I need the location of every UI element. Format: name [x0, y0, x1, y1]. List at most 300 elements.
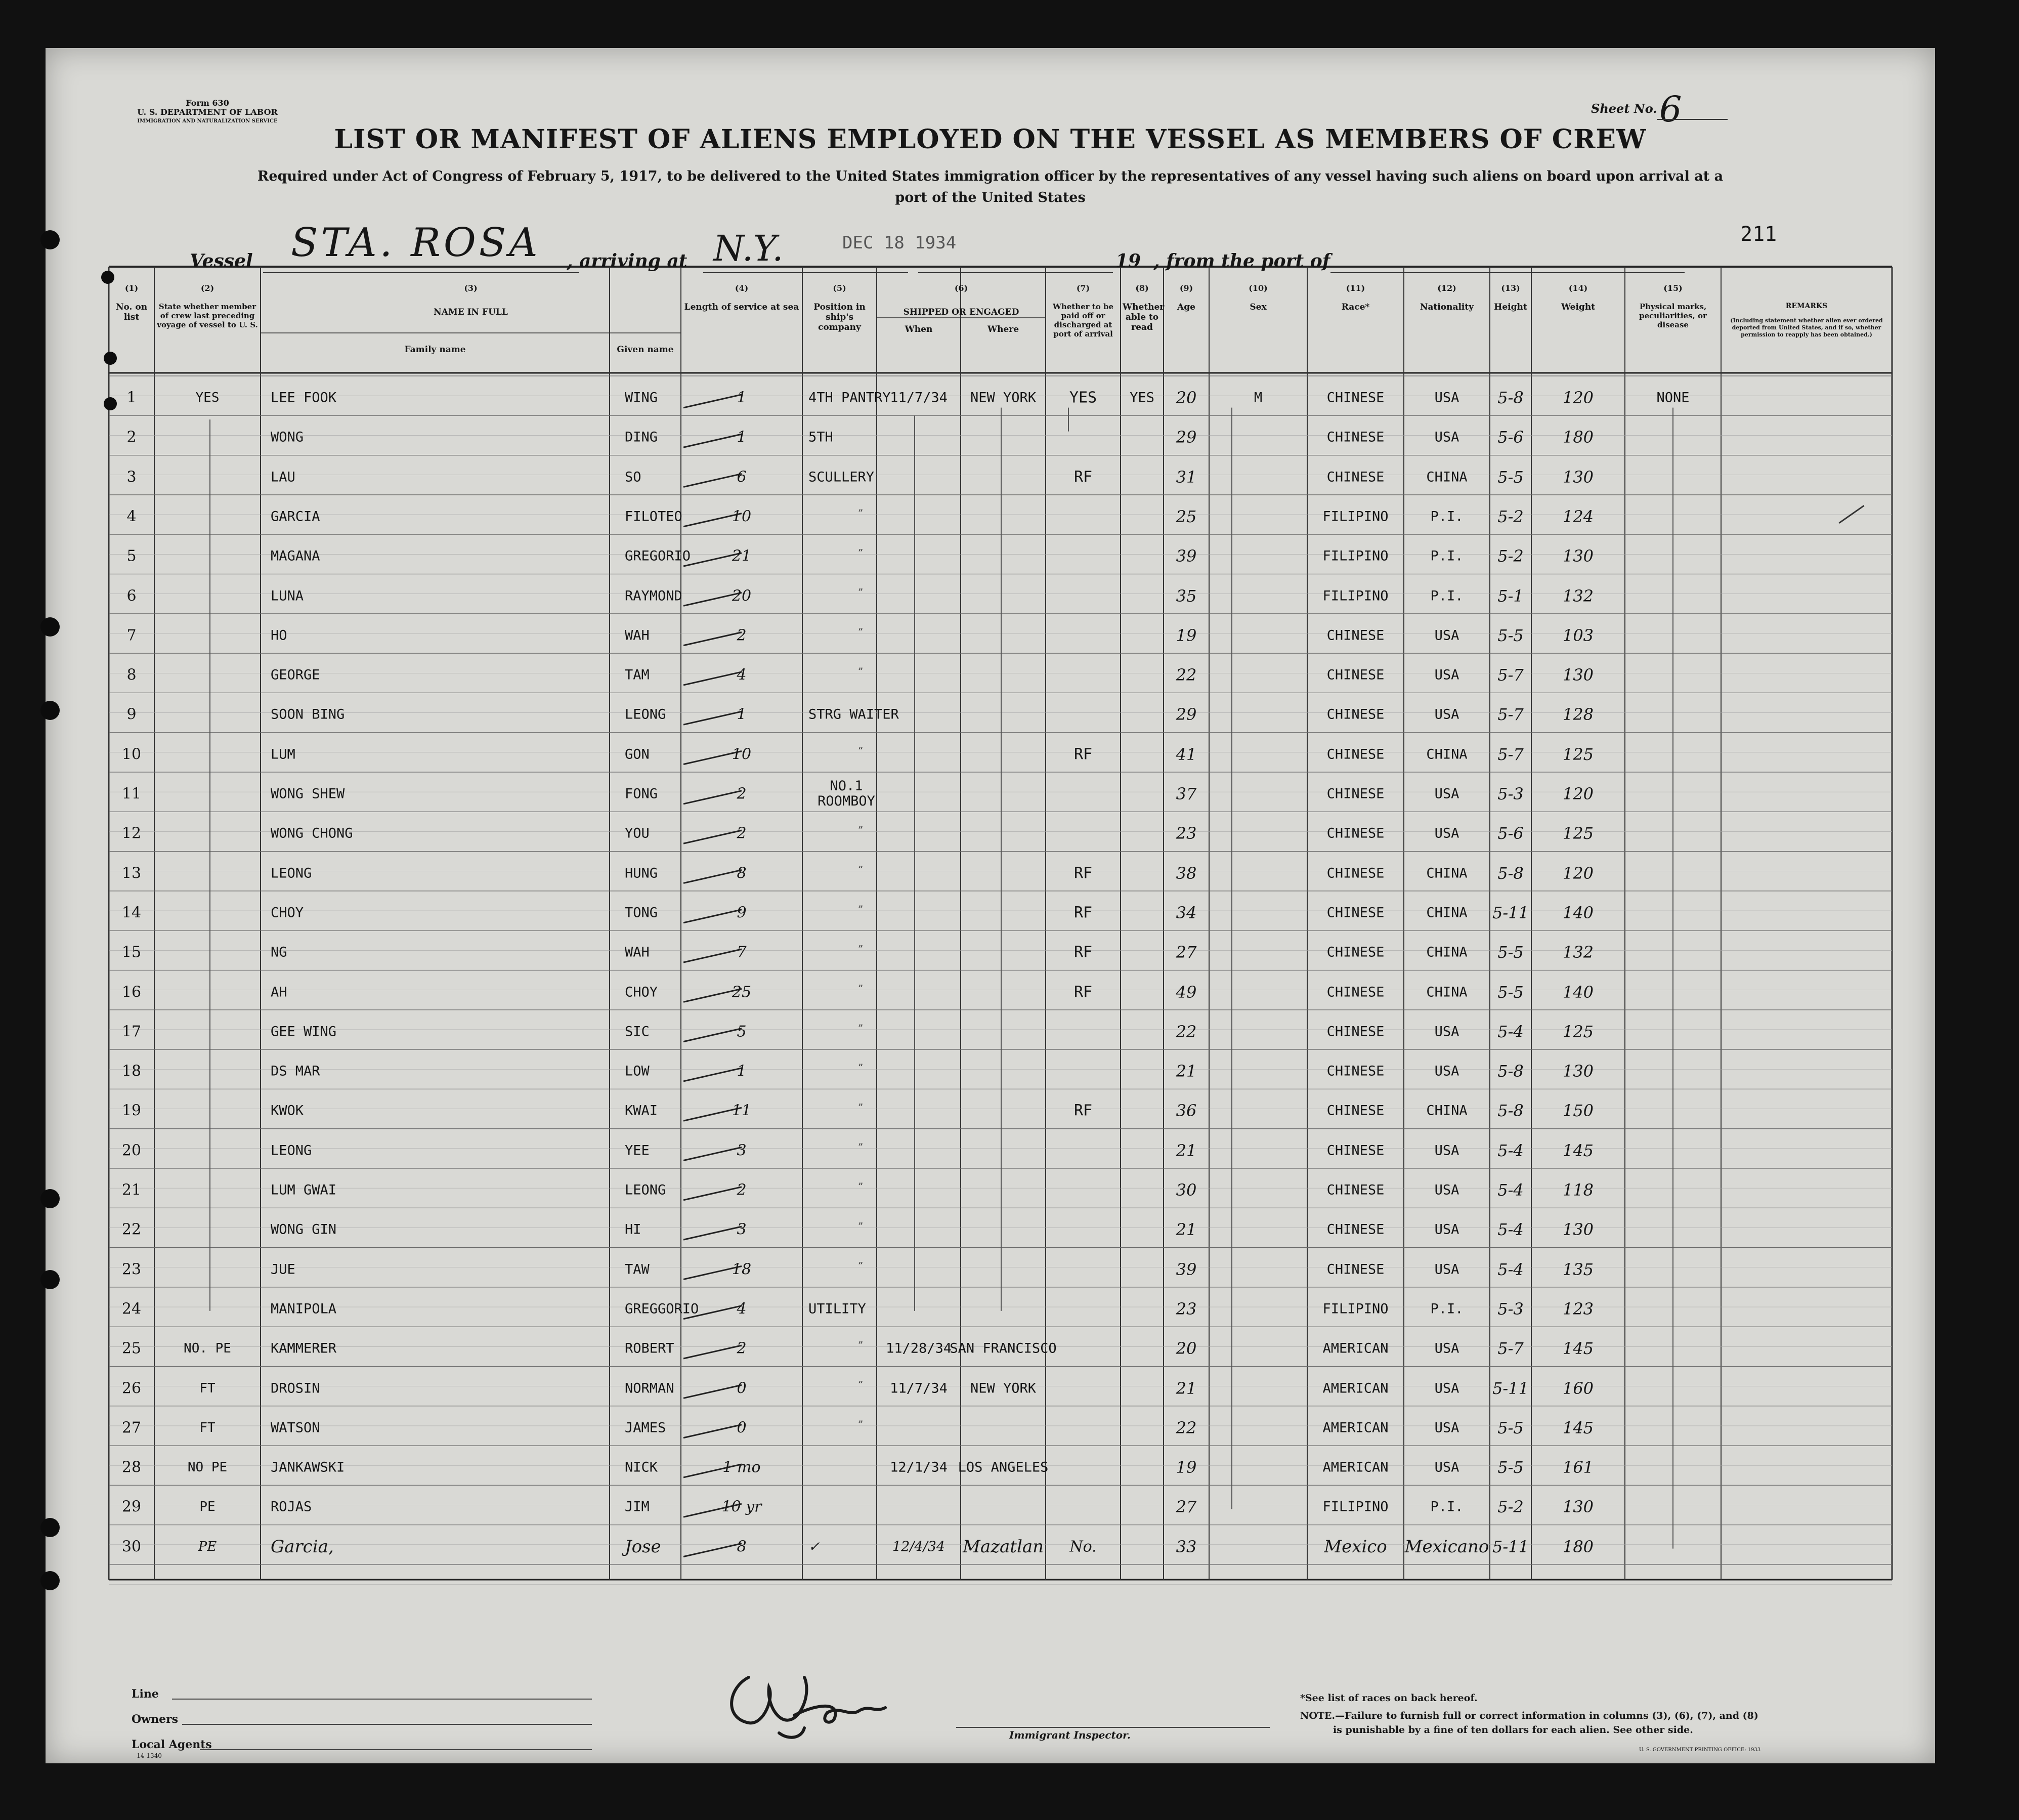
tally-stroke: [683, 910, 742, 923]
column-header-12: Nationality: [1420, 302, 1474, 312]
cell-race: CHINESE: [1326, 1063, 1385, 1079]
cell-no: 17: [121, 1023, 142, 1041]
cell-weight: 161: [1562, 1458, 1594, 1477]
cell-service: 3: [737, 1141, 747, 1160]
cell-race: AMERICAN: [1322, 1340, 1389, 1357]
cell-age: 33: [1176, 1537, 1197, 1556]
cell-nationality: USA: [1434, 1420, 1459, 1436]
cell-race: FILIPINO: [1322, 588, 1389, 604]
cell-service: 6: [737, 468, 747, 486]
subheader-6-2: Where: [987, 324, 1019, 334]
cell-height: 5-8: [1497, 1101, 1524, 1121]
cell-family: KWOK: [271, 1103, 304, 1119]
footer-agents-rule: [200, 1749, 592, 1750]
cell-nationality: USA: [1434, 667, 1459, 683]
cell-service: 2: [737, 1181, 747, 1199]
cell-height: 5-2: [1497, 546, 1524, 566]
cell-height: 5-2: [1497, 1497, 1524, 1517]
tally-stroke: [683, 1187, 742, 1200]
column-header-10: Sex: [1250, 302, 1267, 312]
cell-weight: 123: [1562, 1299, 1594, 1319]
cell-race: CHINESE: [1326, 1142, 1385, 1159]
tally-stroke: [683, 1345, 742, 1359]
cell-height: 5-8: [1497, 1062, 1524, 1081]
cell-weight: 130: [1562, 546, 1594, 566]
cell-weight: 125: [1562, 824, 1594, 843]
column-header-3: NAME IN FULL: [434, 307, 508, 317]
cell-no: 25: [121, 1339, 142, 1358]
cell-age: 21: [1176, 1140, 1197, 1160]
column-number-15: (15): [1663, 283, 1683, 293]
date-underline: [918, 272, 1113, 273]
ditto-mark: ”: [858, 546, 864, 559]
cell-no: 11: [121, 785, 142, 803]
cell-family: WONG GIN: [271, 1221, 337, 1238]
cell-age: 20: [1176, 388, 1197, 408]
cell-c2: FT: [199, 1420, 216, 1435]
cell-race: CHINESE: [1326, 786, 1385, 802]
cell-weight: 135: [1562, 1259, 1594, 1279]
cell-height: 5-3: [1497, 784, 1524, 804]
subtitle-line-1: Required under Act of Congress of February 5, 1917, to be delivered to the United States immigration officer by the representatives of any vessel having such aliens on board upon arrival at a: [257, 168, 1724, 184]
cell-family: MANIPOLA: [271, 1301, 337, 1317]
cell-family: GEORGE: [271, 667, 320, 683]
cell-family: GEE WING: [271, 1024, 337, 1040]
tally-stroke: [683, 791, 742, 804]
arriving-port: N.Y.: [713, 228, 784, 269]
cell-nationality: P.I.: [1430, 548, 1464, 564]
cell-given: SIC: [625, 1024, 650, 1040]
cell-nationality: P.I.: [1430, 1301, 1464, 1317]
cell-service: 4: [737, 1300, 747, 1318]
cell-position: 5TH: [808, 429, 833, 445]
cell-age: 23: [1176, 824, 1197, 843]
cell-service: 8: [737, 864, 747, 882]
cell-nationality: USA: [1434, 1024, 1459, 1040]
cell-paid: RF: [1073, 943, 1093, 961]
cell-height: 5-11: [1492, 903, 1529, 922]
punch-hole: [40, 701, 60, 720]
cell-given: Jose: [625, 1536, 661, 1557]
from-port-underline: [1330, 272, 1685, 273]
cell-height: 5-4: [1497, 1140, 1524, 1160]
cell-service: 10 yr: [721, 1498, 762, 1516]
cell-age: 20: [1176, 1339, 1197, 1359]
year-label: 19: [1115, 250, 1141, 272]
tally-stroke: [683, 1425, 742, 1438]
cell-weight: 140: [1562, 982, 1594, 1002]
cell-age: 39: [1176, 1259, 1197, 1279]
cell-no: 14: [121, 904, 142, 922]
cell-age: 30: [1176, 1180, 1197, 1200]
cell-age: 21: [1176, 1220, 1197, 1240]
cell-c2: PE: [198, 1539, 217, 1554]
cell-height: 5-4: [1497, 1220, 1524, 1240]
cell-race: CHINESE: [1326, 1182, 1385, 1198]
cell-age: 35: [1176, 586, 1197, 606]
cell-given: LEONG: [625, 706, 666, 723]
cell-height: 5-6: [1497, 824, 1524, 843]
column-header-7: Whether to be paid off or discharged at port of arrival: [1053, 302, 1113, 338]
inspector-rule: [956, 1727, 1270, 1728]
punch-hole: [104, 397, 117, 410]
ditto-mark: ”: [858, 1259, 864, 1272]
cell-age: 22: [1176, 1418, 1197, 1437]
cell-nationality: USA: [1434, 390, 1459, 406]
cell-height: 5-7: [1497, 705, 1524, 725]
cell-service: 20: [732, 587, 752, 605]
ditto-mark: ”: [858, 1101, 864, 1114]
cell-nationality: USA: [1434, 1340, 1459, 1357]
cell-position: ✓: [808, 1539, 820, 1555]
cell-height: 5-8: [1497, 863, 1524, 883]
cell-weight: 130: [1562, 1497, 1594, 1517]
cell-given: JIM: [625, 1499, 650, 1515]
cell-family: DROSIN: [271, 1380, 320, 1396]
cell-age: 21: [1176, 1062, 1197, 1081]
cell-position: 4TH PANTRY: [808, 390, 891, 406]
sheet-underline: [1657, 119, 1728, 120]
cell-given: WAH: [625, 627, 650, 644]
cell-height: 5-7: [1497, 1339, 1524, 1359]
ditto-mark: ”: [858, 1140, 864, 1153]
ditto-mark: ”: [858, 1378, 864, 1391]
cell-age: 22: [1176, 1022, 1197, 1041]
cell-no: 2: [126, 428, 137, 446]
ditto-mark: ”: [858, 625, 864, 638]
cell-c2: PE: [199, 1499, 216, 1515]
cell-service: 11: [732, 1102, 752, 1120]
punch-hole: [40, 230, 60, 249]
cell-when: 12/1/34: [890, 1459, 948, 1475]
cell-family: SOON BING: [271, 706, 345, 723]
cell-nationality: USA: [1434, 1063, 1459, 1079]
ditto-mark: ”: [858, 863, 864, 876]
cell-race: CHINESE: [1326, 944, 1385, 960]
ditto-mark: ”: [858, 982, 864, 995]
cell-race: CHINESE: [1326, 429, 1385, 445]
cell-given: GON: [625, 746, 650, 763]
cell-weight: 130: [1562, 665, 1594, 685]
manifest-sheet: [46, 48, 1935, 1763]
cell-paid: No.: [1069, 1538, 1097, 1556]
form-number: Form 630: [186, 98, 229, 108]
column-header-1: No. on list: [115, 302, 148, 322]
from-label: , from the port of: [1153, 250, 1330, 272]
cell-age: 34: [1176, 903, 1197, 922]
cell-paid: RF: [1073, 904, 1093, 922]
cell-no: 29: [121, 1498, 142, 1516]
cell-family: LUM GWAI: [271, 1182, 337, 1198]
column-number-10: (10): [1249, 283, 1268, 293]
column-number-2: (2): [200, 283, 214, 293]
subheader-3-1: Family name: [404, 345, 466, 355]
cell-weight: 140: [1562, 903, 1594, 922]
cell-age: 39: [1176, 546, 1197, 566]
arriving-label: , arriving at: [567, 250, 688, 272]
cell-race: CHINESE: [1326, 1261, 1385, 1278]
cell-service: 10: [732, 745, 752, 764]
cell-no: 18: [121, 1062, 142, 1080]
cell-paid: RF: [1073, 983, 1093, 1001]
cell-given: LEONG: [625, 1182, 666, 1198]
subtitle-line-2: port of the United States: [895, 190, 1086, 205]
cell-family: LAU: [271, 469, 295, 485]
cell-race: CHINESE: [1326, 746, 1385, 763]
cell-no: 23: [121, 1260, 142, 1279]
cell-weight: 118: [1562, 1180, 1594, 1200]
cell-height: 5-7: [1497, 744, 1524, 764]
tally-stroke: [683, 672, 742, 685]
cell-no: 12: [121, 824, 142, 842]
cell-nationality: USA: [1434, 429, 1459, 445]
column-number-12: (12): [1437, 283, 1456, 293]
cell-family: HO: [271, 627, 287, 644]
cell-race: CHINESE: [1326, 706, 1385, 723]
cell-family: LEONG: [271, 865, 312, 881]
cell-no: 28: [121, 1458, 142, 1476]
cell-family: LUM: [271, 746, 295, 763]
cell-weight: 130: [1562, 467, 1594, 487]
cell-weight: 130: [1562, 1062, 1594, 1081]
tally-stroke: [683, 711, 742, 725]
cell-when: 11/7/34: [890, 390, 948, 406]
cell-weight: 160: [1562, 1378, 1594, 1398]
cell-nationality: CHINA: [1426, 905, 1468, 921]
page-number: 211: [1740, 223, 1777, 246]
cell-nationality: USA: [1434, 1459, 1459, 1475]
cell-nationality: CHINA: [1426, 1103, 1468, 1119]
cell-race: CHINESE: [1326, 627, 1385, 644]
cell-sex: M: [1254, 390, 1263, 406]
cell-nationality: USA: [1434, 1182, 1459, 1198]
tally-stroke: [683, 632, 742, 646]
cell-nationality: USA: [1434, 786, 1459, 802]
cell-service: 1: [737, 389, 747, 407]
ditto-mark: ”: [858, 744, 864, 757]
cell-age: 22: [1176, 665, 1197, 685]
cell-where: NEW YORK: [970, 390, 1037, 406]
cell-race: Mexico: [1324, 1536, 1387, 1557]
cell-nationality: USA: [1434, 825, 1459, 841]
tally-stroke: [683, 1148, 742, 1161]
cell-age: 29: [1176, 428, 1197, 447]
ditto-mark: ”: [858, 1180, 864, 1193]
cell-family: JANKAWSKI: [271, 1459, 345, 1475]
cell-family: Garcia,: [271, 1536, 334, 1557]
cell-service: 9: [737, 904, 747, 922]
cell-service: 2: [737, 824, 747, 842]
column-header-4: Length of service at sea: [684, 302, 799, 312]
ditto-mark: ”: [858, 1062, 864, 1074]
ditto-mark: ”: [858, 665, 864, 678]
cell-weight: 124: [1562, 506, 1594, 526]
cell-nationality: CHINA: [1426, 984, 1468, 1000]
cell-race: CHINESE: [1326, 1103, 1385, 1119]
tally-stroke: [683, 434, 742, 447]
cell-service: 10: [732, 507, 752, 526]
form-agency: U. S. DEPARTMENT OF LABOR: [137, 107, 278, 117]
cell-given: YEE: [625, 1142, 650, 1159]
cell-service: 5: [737, 1023, 747, 1041]
cell-age: 36: [1176, 1101, 1197, 1121]
cell-where: LOS ANGELES: [958, 1459, 1049, 1475]
cell-service: 2: [737, 626, 747, 645]
cell-race: FILIPINO: [1322, 1301, 1389, 1317]
cell-weight: 128: [1562, 705, 1594, 725]
cell-age: 27: [1176, 1497, 1197, 1517]
cell-when: 11/28/34: [885, 1340, 952, 1357]
cell-height: 5-4: [1497, 1022, 1524, 1041]
column-header-14: Weight: [1561, 302, 1596, 312]
cell-given: WING: [625, 390, 658, 406]
cell-nationality: USA: [1434, 1380, 1459, 1396]
cell-height: 5-2: [1497, 506, 1524, 526]
cell-given: NORMAN: [625, 1380, 674, 1396]
punch-hole: [40, 1270, 60, 1289]
column-header-5: Position in ship's company: [813, 302, 866, 332]
vessel-underline: [263, 272, 579, 273]
ditto-mark: ”: [858, 1220, 864, 1233]
cell-height: 5-3: [1497, 1299, 1524, 1319]
cell-service: 7: [737, 943, 747, 961]
cell-service: 1: [737, 428, 747, 446]
cell-family: WATSON: [271, 1420, 320, 1436]
cell-height: 5-5: [1497, 625, 1524, 645]
cell-no: 6: [126, 587, 137, 605]
column-header-8: Whether able to read: [1123, 302, 1165, 332]
cell-given: TONG: [625, 905, 658, 921]
arriving-underline: [703, 272, 908, 273]
cell-position: UTILITY: [808, 1301, 866, 1317]
cell-height: 5-11: [1492, 1378, 1529, 1398]
ditto-mark: ”: [858, 824, 864, 836]
cell-nationality: USA: [1434, 1142, 1459, 1159]
cell-height: 5-5: [1497, 982, 1524, 1002]
column-number-7: (7): [1076, 283, 1090, 293]
cell-no: 21: [121, 1181, 142, 1199]
cell-family: CHOY: [271, 905, 304, 921]
cell-where: NEW YORK: [970, 1380, 1037, 1396]
cell-height: 5-4: [1497, 1180, 1524, 1200]
column-number-14: (14): [1568, 283, 1588, 293]
cell-family: LEONG: [271, 1142, 312, 1159]
printer-note: U. S. GOVERNMENT PRINTING OFFICE: 1933: [1639, 1747, 1761, 1753]
tally-stroke: [683, 1544, 742, 1557]
ditto-mark: ”: [858, 1022, 864, 1034]
cell-age: 29: [1176, 705, 1197, 725]
footer-owners-label: Owners: [132, 1713, 179, 1726]
cell-where: Mazatlan: [963, 1536, 1044, 1557]
cell-race: FILIPINO: [1322, 509, 1389, 525]
cell-no: 8: [126, 666, 137, 684]
cell-age: 19: [1176, 1458, 1197, 1477]
cell-weight: 120: [1562, 784, 1594, 804]
cell-given: ROBERT: [625, 1340, 674, 1357]
cell-family: WONG: [271, 429, 304, 445]
cell-when: 11/7/34: [890, 1380, 948, 1396]
punch-hole: [104, 352, 117, 365]
cell-given: LOW: [625, 1063, 650, 1079]
cell-family: WONG CHONG: [271, 825, 353, 841]
cell-weight: 103: [1562, 625, 1594, 645]
punch-hole: [40, 1571, 60, 1590]
cell-height: 5-5: [1497, 1418, 1524, 1437]
punch-hole: [40, 617, 60, 637]
column-number-11: (11): [1346, 283, 1365, 293]
cell-age: 49: [1176, 982, 1197, 1002]
column-header-13: Height: [1494, 302, 1527, 312]
cell-nationality: CHINA: [1426, 944, 1468, 960]
cell-race: AMERICAN: [1322, 1380, 1389, 1396]
cell-service: 2: [737, 785, 747, 803]
column-number-13: (13): [1501, 283, 1520, 293]
races-note: *See list of races on back hereof.: [1300, 1692, 1478, 1704]
cell-race: FILIPINO: [1322, 548, 1389, 564]
cell-age: 37: [1176, 784, 1197, 804]
cell-no: 10: [121, 745, 142, 764]
date-stamp: DEC 18 1934: [842, 233, 957, 253]
cell-race: CHINESE: [1326, 667, 1385, 683]
cell-paid: RF: [1073, 468, 1093, 486]
tally-stroke: [683, 1068, 742, 1081]
cell-family: DS MAR: [271, 1063, 320, 1079]
cell-family: LUNA: [271, 588, 304, 604]
sheet-number: 6: [1659, 89, 1682, 130]
cell-height: 5-5: [1497, 943, 1524, 962]
cell-given: SO: [625, 469, 641, 485]
ditto-mark: ”: [858, 903, 864, 915]
cell-family: LEE FOOK: [271, 390, 337, 406]
cell-height: 5-1: [1497, 586, 1524, 606]
cell-race: CHINESE: [1326, 825, 1385, 841]
cell-no: 1: [126, 389, 137, 407]
cell-no: 19: [121, 1102, 142, 1120]
ditto-mark: ”: [858, 943, 864, 955]
cell-no: 27: [121, 1419, 142, 1437]
cell-weight: 120: [1562, 863, 1594, 883]
tally-stroke: [683, 395, 742, 408]
cell-age: 31: [1176, 467, 1197, 487]
footer-owners-rule: [182, 1724, 592, 1725]
vessel-name: STA. ROSA: [291, 220, 541, 266]
cell-given: GREGORIO: [625, 548, 691, 564]
cell-given: CHOY: [625, 984, 658, 1000]
cell-given: DING: [625, 429, 658, 445]
cell-nationality: P.I.: [1430, 1499, 1464, 1515]
punch-hole: [40, 1518, 60, 1537]
cell-age: 19: [1176, 625, 1197, 645]
cell-race: AMERICAN: [1322, 1459, 1389, 1475]
column-number-5: (5): [833, 283, 846, 293]
subheader-6-1: When: [905, 324, 933, 334]
cell-race: FILIPINO: [1322, 1499, 1389, 1515]
cell-nationality: USA: [1434, 627, 1459, 644]
cell-no: 15: [121, 943, 142, 961]
cell-race: CHINESE: [1326, 469, 1385, 485]
cell-family: ROJAS: [271, 1499, 312, 1515]
cell-position: SCULLERY: [808, 469, 875, 485]
cell-position: STRG WAITER: [808, 706, 899, 723]
cell-race: CHINESE: [1326, 905, 1385, 921]
tally-stroke: [683, 1226, 742, 1240]
cell-no: 9: [126, 705, 137, 724]
subheader-3-2: Given name: [617, 345, 674, 355]
cell-weight: 132: [1562, 586, 1594, 606]
cell-service: 1: [737, 705, 747, 724]
cell-family: GARCIA: [271, 509, 320, 525]
cell-height: 5-5: [1497, 1458, 1524, 1477]
